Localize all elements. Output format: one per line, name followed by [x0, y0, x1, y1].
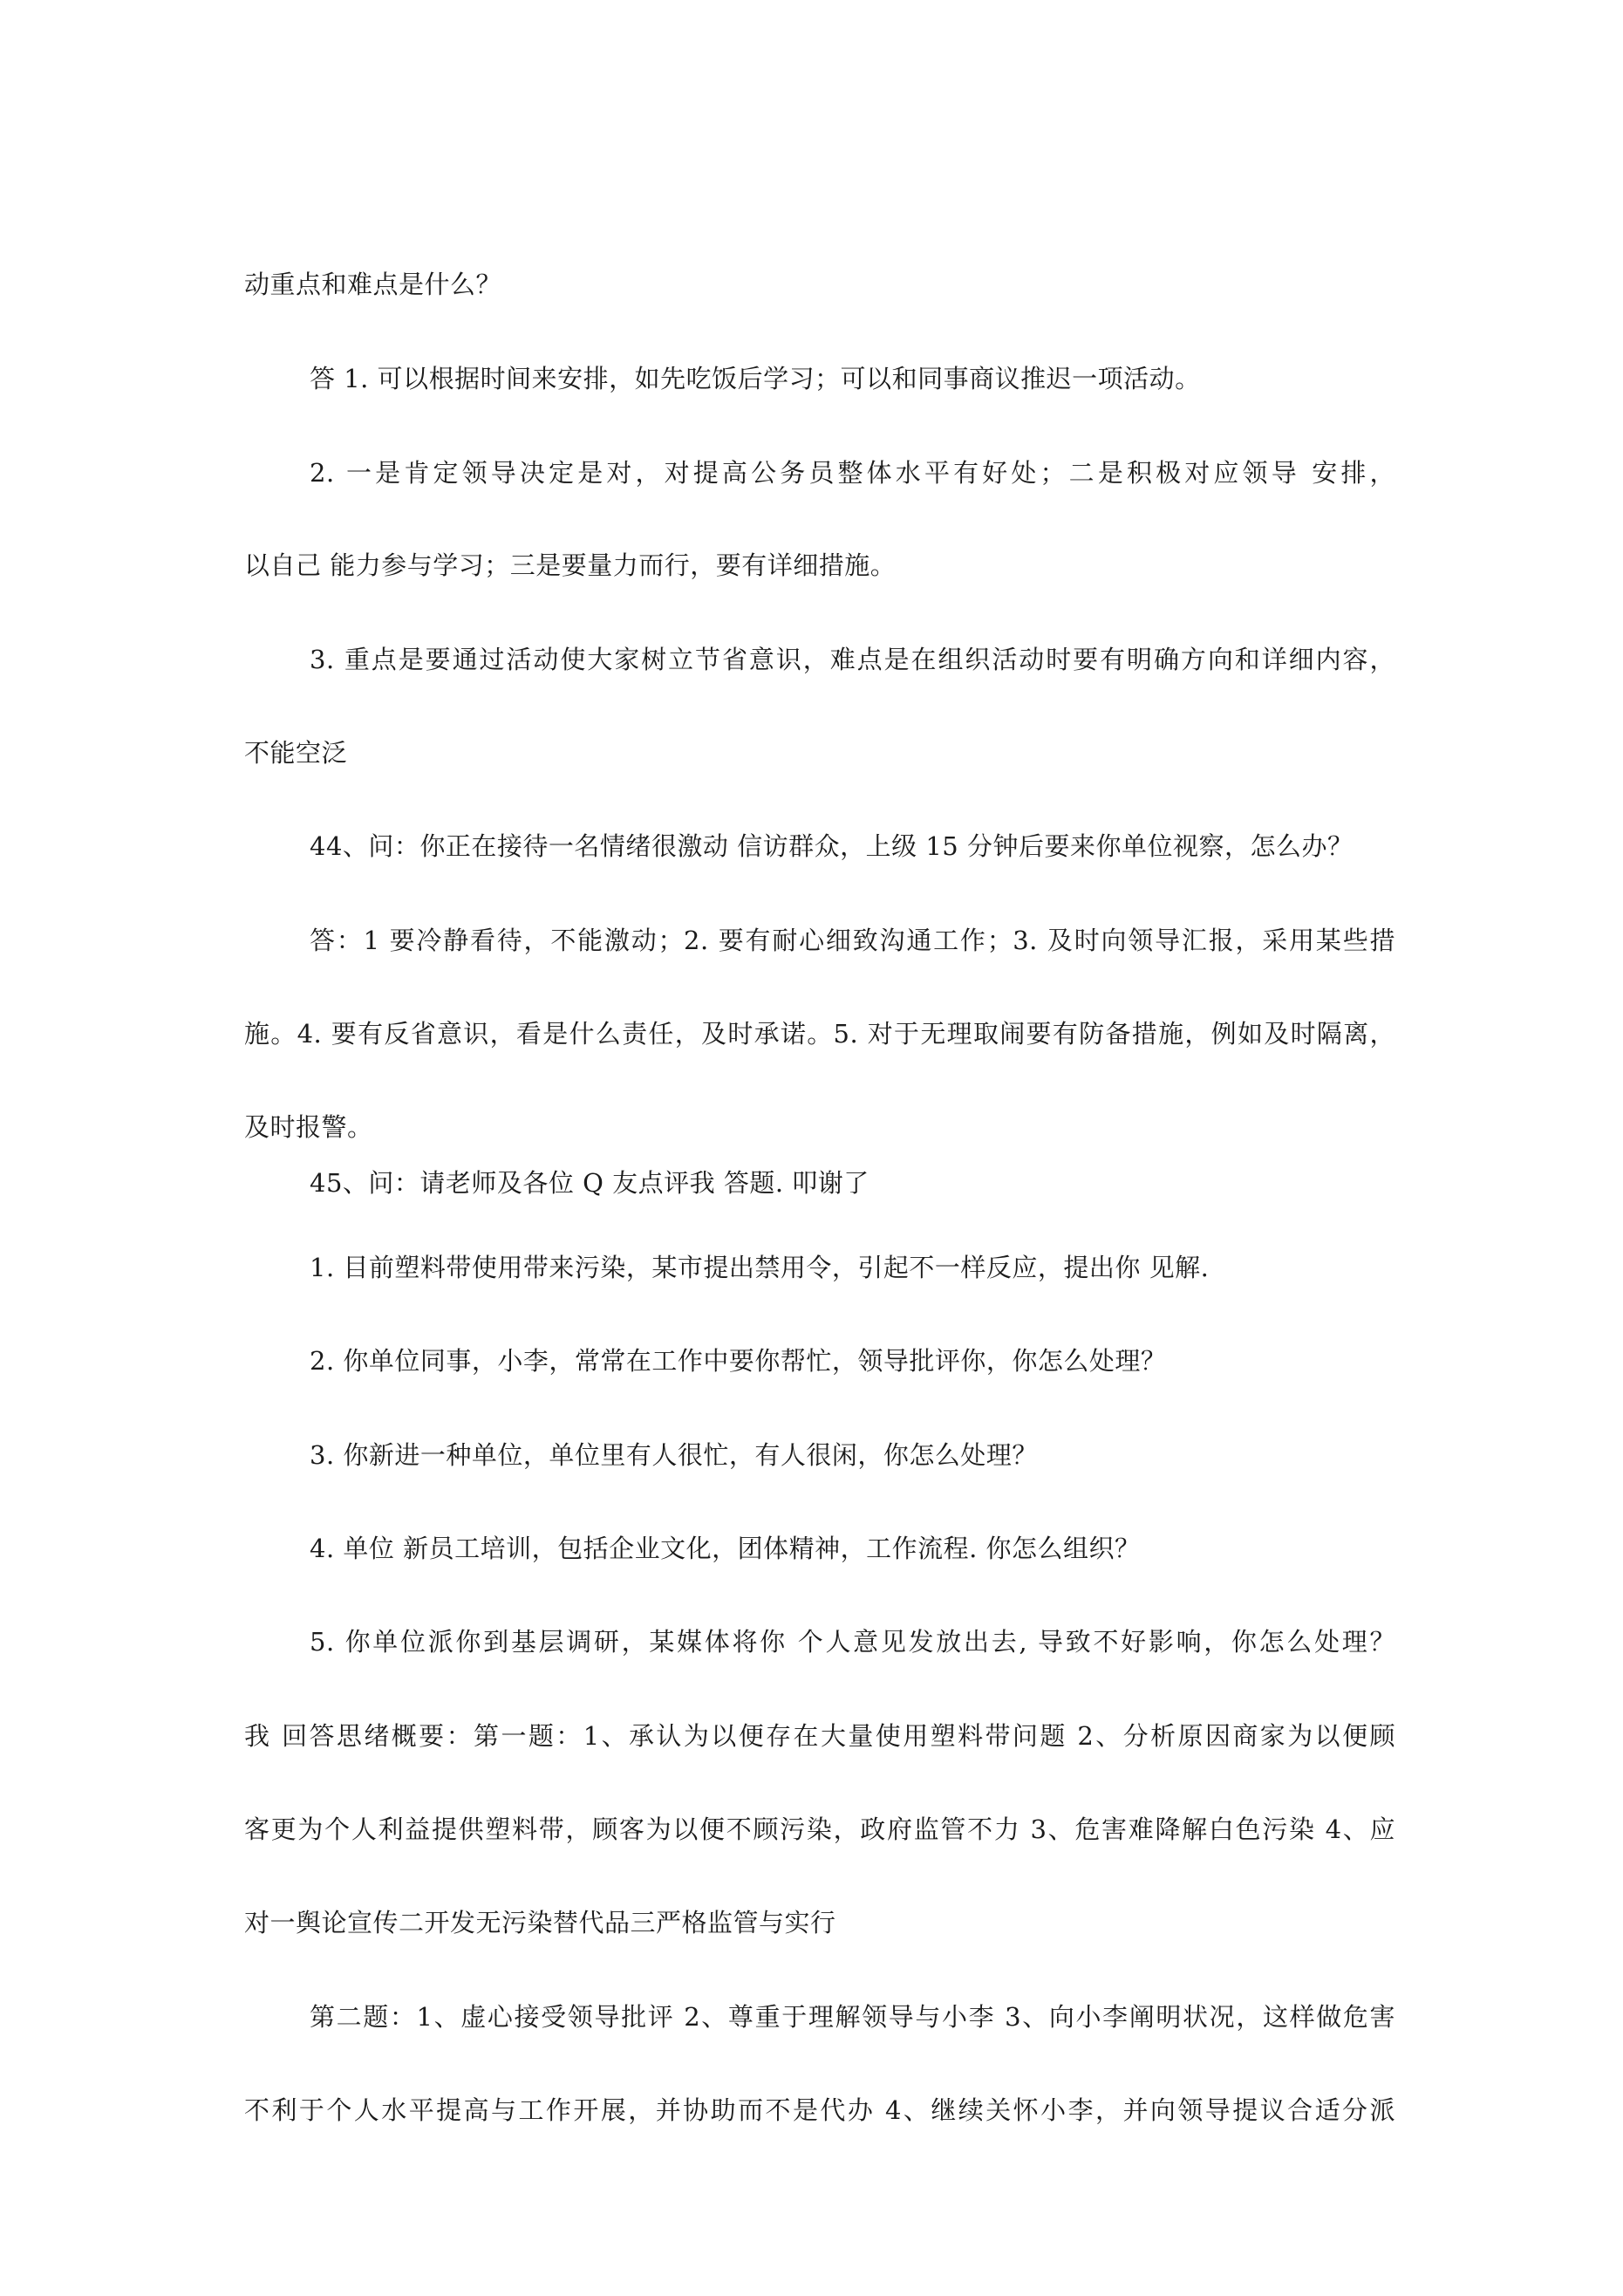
text-line-9: 施。4. 要有反省意识，看是什么责任，及时承诺。5. 对于无理取闹要有防备措施，例如及时隔离，	[244, 1019, 1395, 1049]
text-line-11: 45、问：请老师及各位 Q 友点评我 答题. 叩谢了	[310, 1168, 869, 1198]
text-line-5: 3. 重点是要通过活动使大家树立节省意识，难点是在组织活动时要有明确方向和详细内容，	[310, 645, 1395, 674]
text-line-20: 第二题：1、虚心接受领导批评 2、尊重于理解领导与小李 3、向小李阐明状况，这样做危害	[310, 2002, 1395, 2032]
text-line-14: 3. 你新进一种单位，单位里有人很忙，有人很闲，你怎么处理？	[310, 1440, 1038, 1470]
text-line-6: 不能空泛	[244, 738, 348, 768]
text-line-7: 44、问：你正在接待一名情绪很激动 信访群众，上级 15 分钟后要来你单位视察，怎么办？	[310, 831, 1354, 861]
text-line-1: 动重点和难点是什么？	[244, 270, 502, 299]
text-line-8: 答：1 要冷静看待，不能激动；2. 要有耐心细致沟通工作；3. 及时向领导汇报，采用某些措	[310, 926, 1395, 955]
text-line-13: 2. 你单位同事，小李，常常在工作中要你帮忙，领导批评你，你怎么处理？	[310, 1346, 1167, 1376]
text-line-10: 及时报警。	[244, 1112, 373, 1142]
text-line-15: 4. 单位 新员工培训，包括企业文化，团体精神，工作流程. 你怎么组织？	[310, 1534, 1141, 1563]
text-line-18: 客更为个人利益提供塑料带，顾客为以便不顾污染，政府监管不力 3、危害难降解白色污染 4、应	[244, 1814, 1395, 1844]
text-line-19: 对一舆论宣传二开发无污染替代品三严格监管与实行	[244, 1908, 836, 1937]
text-line-21: 不利于个人水平提高与工作开展，并协助而不是代办 4、继续关怀小李，并向领导提议合适分派	[244, 2095, 1395, 2125]
text-line-12: 1. 目前塑料带使用带来污染，某市提出禁用令，引起不一样反应，提出你 见解.	[310, 1253, 1210, 1282]
text-line-4: 以自己 能力参与学习；三是要量力而行，要有详细措施。	[244, 550, 897, 580]
text-line-3: 2. 一是肯定领导决定是对，对提高公务员整体水平有好处；二是积极对应领导 安排，	[310, 458, 1395, 488]
text-line-2: 答 1. 可以根据时间来安排，如先吃饭后学习；可以和同事商议推迟一项活动。	[310, 364, 1201, 393]
text-line-16: 5. 你单位派你到基层调研，某媒体将你 个人意见发放出去, 导致不好影响，你怎么处理？	[310, 1627, 1395, 1657]
text-line-17: 我 回答思绪概要：第一题：1、承认为以便存在大量使用塑料带问题 2、分析原因商家为以便顾	[244, 1721, 1395, 1751]
